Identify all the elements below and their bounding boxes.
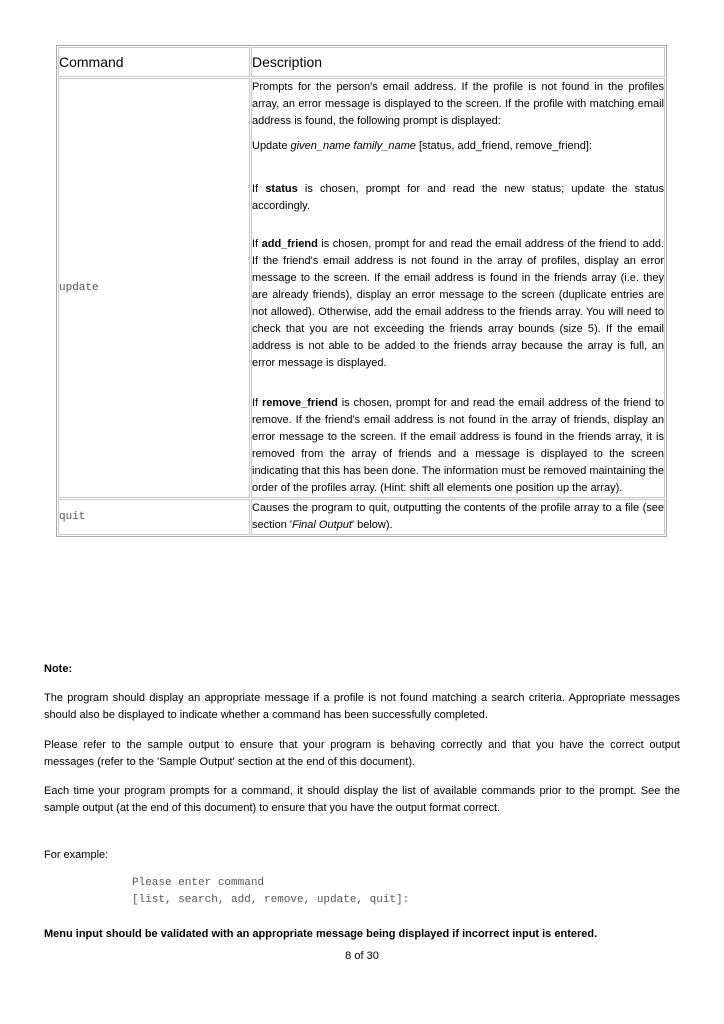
example-label: For example: <box>44 849 109 861</box>
update-remove-friend <box>252 395 664 497</box>
update-prompt-options: [status, add_friend, remove_friend]: <box>415 140 592 152</box>
header-description: Description <box>251 47 665 77</box>
code-line-2: [list, search, add, remove, update, quit]: <box>132 894 410 906</box>
quit-desc-prefix: Causes the program to quit, outputting the contents of the profile array to a file (see section ' <box>252 502 664 531</box>
command-name-update: update <box>58 78 250 498</box>
remove-friend-keyword: remove_friend <box>262 397 338 409</box>
command-table <box>56 45 667 537</box>
update-prompt-prefix: Update <box>252 140 291 152</box>
remove-friend-text: is chosen, prompt for and read the email address of the friend to remove. If the friend's email address is not found in the array of friends, display an error message to the screen. If the email address is found in the friends array, it is removed from the array of friends and a message is displayed to the screen indicating that this has been done. The information must be removed maintaining the order of the profiles array. (Hint: shift all elements one position up the array). <box>252 397 664 494</box>
note-paragraph-2: Please refer to the sample output to ensure that your program is behaving correctly and that you have the correct output messages (refer to the 'Sample Output' section at the end of this document). <box>44 739 680 768</box>
note-paragraph-1: The program should display an appropriate message if a profile is not found matching a search criteria. Appropriate messages should also be displayed to indicate whether a command has been successfully completed. <box>44 692 680 721</box>
command-description-update <box>251 78 665 498</box>
code-line-1: Please enter command <box>132 877 265 889</box>
note-heading: Note: <box>44 663 73 675</box>
header-command: Command <box>58 47 250 77</box>
remove-friend-prefix: If <box>252 397 262 409</box>
quit-desc-suffix: ' below). <box>351 519 393 531</box>
update-intro: Prompts for the person's email address. If the profile is not found in the profiles array, an error message is displayed to the screen. If the profile with matching email address is found, the following prompt is displayed: <box>252 81 664 127</box>
add-friend-text: is chosen, prompt for and read the email address of the friend to add. If the friend's email address is not found in the array of profiles, display an error message to the screen. If the email address is found in the friends array (i.e. they are already friends), display an error message to the screen (duplicate entries are not allowed). Otherwise, add the email address to the friends array. You will need to check that you are not exceeding the friends array bounds (size 5). If the email address is not able to be added to the friends array because the array is full, an error message is displayed. <box>252 238 664 369</box>
menu-validation-note: Menu input should be validated with an appropriate message being displayed if incorrect input is entered. <box>44 928 598 940</box>
command-description-quit <box>251 499 665 535</box>
table-row-update <box>58 78 665 498</box>
quit-description <box>252 500 664 534</box>
update-status <box>252 181 664 215</box>
table-header-row <box>58 47 665 77</box>
add-friend-keyword: add_friend <box>261 238 318 250</box>
status-text: is chosen, prompt for and read the new status; update the status accordingly. <box>252 183 665 212</box>
quit-desc-section: Final Output <box>292 519 352 531</box>
page-number: 8 of 30 <box>345 950 379 962</box>
update-add-friend <box>252 236 664 372</box>
command-name-quit: quit <box>58 499 250 535</box>
status-keyword: status <box>265 183 298 195</box>
status-prefix: If <box>252 183 266 195</box>
update-prompt <box>252 138 664 155</box>
add-friend-prefix: If <box>252 238 262 250</box>
table-row-quit <box>58 499 665 535</box>
note-paragraph-3: Each time your program prompts for a command, it should display the list of available commands prior to the prompt. See the sample output (at the end of this document) to ensure that you have the output format correct. <box>44 785 680 814</box>
update-prompt-name: given_name family_name <box>290 140 416 152</box>
